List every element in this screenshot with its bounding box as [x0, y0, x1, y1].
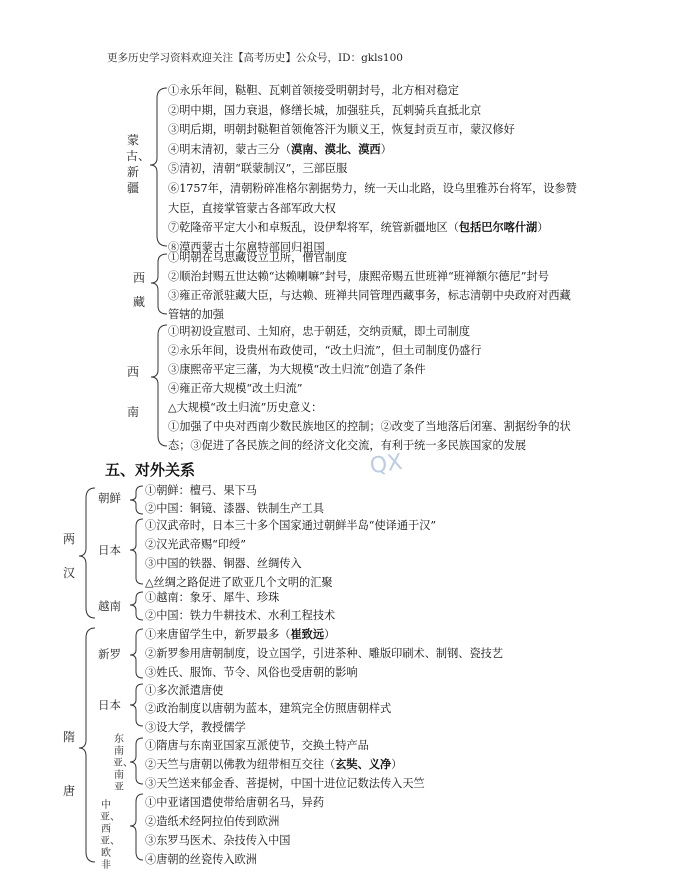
item-text: △大规模“改土归流”历史意义：	[168, 401, 323, 414]
han-item	[145, 608, 335, 623]
suitang-country-label: 东南亚、南亚	[113, 734, 133, 793]
suitang-item	[145, 776, 425, 791]
mongolia-item	[168, 83, 459, 98]
mongolia-item	[168, 122, 515, 137]
suitang-item	[145, 852, 257, 867]
item-text: ④雍正帝大规模“改土归流”	[168, 382, 303, 395]
item-text: ⑤清初，清朝“联蒙制汉”，三部臣服	[168, 162, 348, 176]
item-text: ③东罗马医术、杂技传入中国	[145, 834, 291, 847]
southwest-item	[168, 324, 470, 339]
item-text: ）	[391, 758, 403, 771]
han-country-label: 朝鲜	[98, 491, 121, 505]
southwest-item	[168, 400, 322, 415]
suitang-item	[145, 814, 279, 829]
southwest-item	[168, 381, 303, 396]
emphasis-text: 玄奘、义净	[335, 757, 392, 771]
item-text: ①加强了中央对西南少数民族地区的控制；②改变了当地落后闭塞、割据纷争的状	[168, 420, 571, 433]
item-text: ②中国：铜镜、漆器、铁制生产工具	[145, 502, 325, 515]
item-text: ②顺治封赐五世达赖“达赖喇嘛”封号，康熙帝赐五世班禅“班禅额尔德尼”封号	[168, 270, 549, 283]
label-tibet: 西藏	[132, 271, 145, 309]
item-text: ⑥1757年，清朝粉碎准格尔割据势力，统一天山北路，设乌里雅苏台将军，设参赞	[168, 182, 577, 195]
suitang-item	[145, 833, 290, 848]
han-country-label: 日本	[98, 543, 121, 557]
item-text: ①朝鲜：檀弓、果下马	[145, 484, 257, 497]
item-text: ）	[537, 221, 549, 235]
item-text: ②政治制度以唐朝为蓝本，建筑完全仿照唐朝样式	[145, 702, 392, 715]
item-text: ③康熙帝平定三藩，为大规模“改土归流”创造了条件	[168, 363, 426, 376]
label-suitang: 隋唐	[62, 730, 75, 798]
han-item	[145, 575, 333, 590]
item-text: ①中亚诸国遣使带给唐朝名马，异药	[145, 796, 325, 809]
item-text: ①汉武帝时，日本三十多个国家通过朝鲜半岛“使译通于汉”	[145, 519, 437, 532]
han-item	[145, 501, 324, 516]
han-item	[145, 518, 436, 533]
item-text: 大臣，直接掌管蒙古各部军政大权	[168, 201, 336, 215]
mongolia-item	[168, 181, 577, 196]
suitang-item	[145, 683, 223, 698]
emphasis-text: 包括巴尔喀什湖	[458, 220, 538, 235]
item-text: △丝绸之路促进了欧亚几个文明的汇聚	[145, 576, 333, 589]
item-text: ②天竺与唐朝以佛教为纽带相互交往（	[145, 758, 336, 771]
suitang-item	[145, 720, 246, 735]
item-text: ①越南：象牙、犀牛、珍珠	[145, 591, 280, 604]
suitang-item	[145, 665, 358, 680]
label-mongolia-xinjiang: 蒙古、新疆	[126, 133, 151, 195]
item-text: ②造纸术经阿拉伯传到欧洲	[145, 815, 280, 828]
item-text: ①隋唐与东南亚国家互派使节，交换土特产品	[145, 739, 369, 752]
suitang-item	[145, 701, 391, 716]
item-text: ③雍正帝派驻藏大臣，与达赖、班禅共同管理西藏事务，标志清朝中央政府对西藏	[168, 289, 571, 302]
suitang-item	[145, 757, 402, 772]
southwest-item	[168, 343, 482, 358]
item-text: ①多次派遣唐使	[145, 684, 224, 697]
han-item	[145, 556, 302, 571]
mongolia-item	[168, 201, 336, 216]
item-text: ③天竺送来郁金香、菩提树，中国十进位记数法传入天竺	[145, 777, 425, 790]
suitang-item	[145, 627, 335, 642]
item-text: ①明初设宣慰司、土知府，忠于朝廷，交纳贡赋，即土司制度	[168, 325, 471, 338]
item-text: ④唐朝的丝瓷传入欧洲	[145, 853, 257, 866]
page-header: 更多历史学习资料欢迎关注【高考历史】公众号，ID：gkls100	[107, 52, 403, 64]
suitang-country-label: 日本	[98, 698, 121, 712]
suitang-item	[145, 795, 324, 810]
item-text: 态；③促进了各民族之间的经济文化交流，有利于统一多民族国家的发展	[168, 439, 527, 452]
item-text: ③中国的铁器、铜器、丝绸传入	[145, 557, 302, 570]
mongolia-item	[168, 103, 481, 118]
item-text: ③姓氏、服饰、节令、风俗也受唐朝的影响	[145, 666, 358, 679]
item-text: ①永乐年间，鞑靼、瓦剌首领接受明朝封号，北方相对稳定	[168, 84, 459, 97]
han-item	[145, 537, 246, 552]
mongolia-item	[168, 142, 392, 157]
item-text: ④明末清初，蒙古三分（	[168, 142, 292, 156]
han-item	[145, 483, 257, 498]
label-southwest: 西南	[126, 365, 139, 419]
item-text: ②中国：铁力牛耕技术、水利工程技术	[145, 609, 336, 622]
southwest-item	[168, 438, 526, 453]
item-text: ②新罗参用唐朝制度，设立国学，引进茶种、雕版印刷术、制钢、瓷技艺	[145, 647, 504, 660]
item-text: ③设大学，教授儒学	[145, 721, 246, 734]
item-text: ）	[324, 628, 336, 641]
suitang-item	[145, 646, 503, 661]
tibet-item	[168, 288, 571, 303]
emphasis-text: 漠南、漠北、漠西	[291, 141, 381, 156]
southwest-item	[168, 419, 571, 434]
item-text: ①明朝在乌思藏设立卫所，僧官制度	[168, 251, 348, 264]
section-title: 五、对外关系	[105, 461, 196, 479]
tibet-item	[168, 250, 347, 265]
tibet-item	[168, 269, 549, 284]
item-text: ②汉光武帝赐“印绶”	[145, 538, 246, 551]
watermark: QX	[368, 449, 404, 480]
label-han: 两汉	[62, 532, 75, 580]
item-text: ⑧漠西蒙古土尔扈特部回归祖国	[168, 240, 325, 254]
suitang-country-label: 中亚、西亚、欧非	[100, 800, 120, 871]
item-text: 管辖的加强	[168, 308, 224, 321]
item-text: ②明中期，国力衰退，修缮长城，加强驻兵，瓦剌骑兵直抵北京	[168, 103, 482, 117]
emphasis-text: 崔致远	[290, 627, 325, 641]
suitang-country-label: 新罗	[98, 647, 121, 661]
item-text: ②永乐年间，设贵州布政使司，“改土归流”，但土司制度仍盛行	[168, 344, 482, 357]
mongolia-item	[168, 220, 548, 235]
item-text: ⑦乾隆帝平定大小和卓叛乱，设伊犁将军，统管新疆地区（	[168, 221, 459, 235]
item-text: ③明后期，明朝封鞑靼首领俺答汗为顺义王，恢复封贡互市，蒙汉修好	[168, 123, 515, 137]
han-country-label: 越南	[98, 599, 121, 613]
suitang-item	[145, 738, 369, 753]
item-text: ）	[380, 142, 392, 156]
item-text: ①来唐留学生中，新罗最多（	[145, 628, 291, 641]
tibet-item	[168, 307, 224, 322]
southwest-item	[168, 362, 426, 377]
mongolia-item	[168, 161, 347, 176]
han-item	[145, 590, 279, 605]
